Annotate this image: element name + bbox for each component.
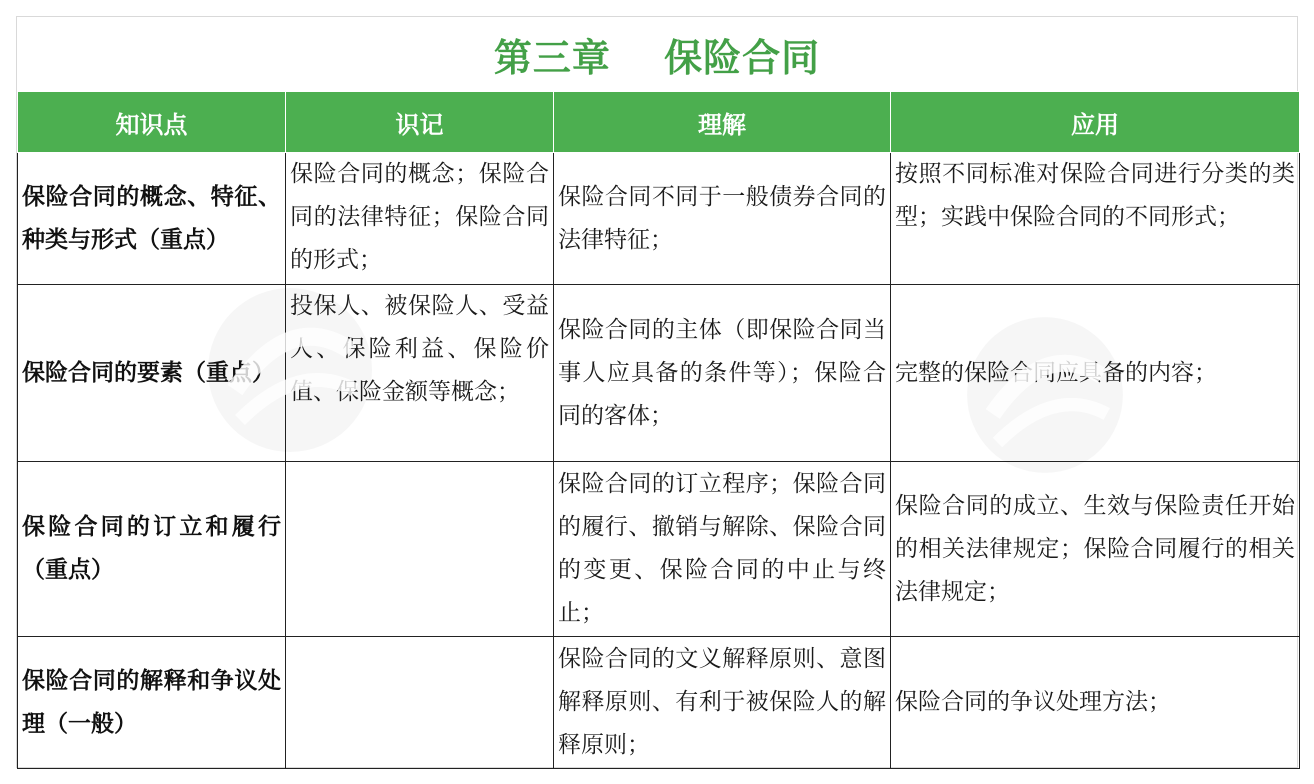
knowledge-table (17, 91, 1300, 769)
recall-cell (286, 462, 554, 637)
header-apply: 应用 (891, 92, 1300, 153)
apply-cell: 完整的保险合同应具备的内容； (891, 285, 1300, 462)
topic-cell: 保险合同的订立和履行（重点） (18, 462, 286, 637)
table-row (18, 153, 1300, 285)
apply-cell: 保险合同的争议处理方法； (891, 637, 1300, 769)
understand-cell: 保险合同不同于一般债券合同的法律特征； (554, 153, 891, 285)
understand-cell: 保险合同的订立程序；保险合同的履行、撤销与解除、保险合同的变更、保险合同的中止与终止； (554, 462, 891, 637)
recall-cell: 保险合同的概念；保险合同的法律特征；保险合同的形式； (286, 153, 554, 285)
table-row (18, 637, 1300, 769)
recall-cell: 投保人、被保险人、受益人、保险利益、保险价值、保险金额等概念； (286, 285, 554, 462)
header-understand: 理解 (554, 92, 891, 153)
understand-cell: 保险合同的主体（即保险合同当事人应具备的条件等）；保险合同的客体； (554, 285, 891, 462)
apply-cell: 保险合同的成立、生效与保险责任开始的相关法律规定；保险合同履行的相关法律规定； (891, 462, 1300, 637)
table-row (18, 462, 1300, 637)
topic-cell: 保险合同的要素（重点） (18, 285, 286, 462)
document-sheet (16, 16, 1298, 768)
topic-cell: 保险合同的解释和争议处理（一般） (18, 637, 286, 769)
understand-cell: 保险合同的文义解释原则、意图解释原则、有利于被保险人的解释原则； (554, 637, 891, 769)
topic-cell: 保险合同的概念、特征、种类与形式（重点） (18, 153, 286, 285)
recall-cell (286, 637, 554, 769)
table-header-row (18, 92, 1300, 153)
header-recall: 识记 (286, 92, 554, 153)
table-row (18, 285, 1300, 462)
chapter-title: 第三章 保险合同 (493, 35, 821, 80)
apply-cell: 按照不同标准对保险合同进行分类的类型；实践中保险合同的不同形式； (891, 153, 1300, 285)
header-topic: 知识点 (18, 92, 286, 153)
